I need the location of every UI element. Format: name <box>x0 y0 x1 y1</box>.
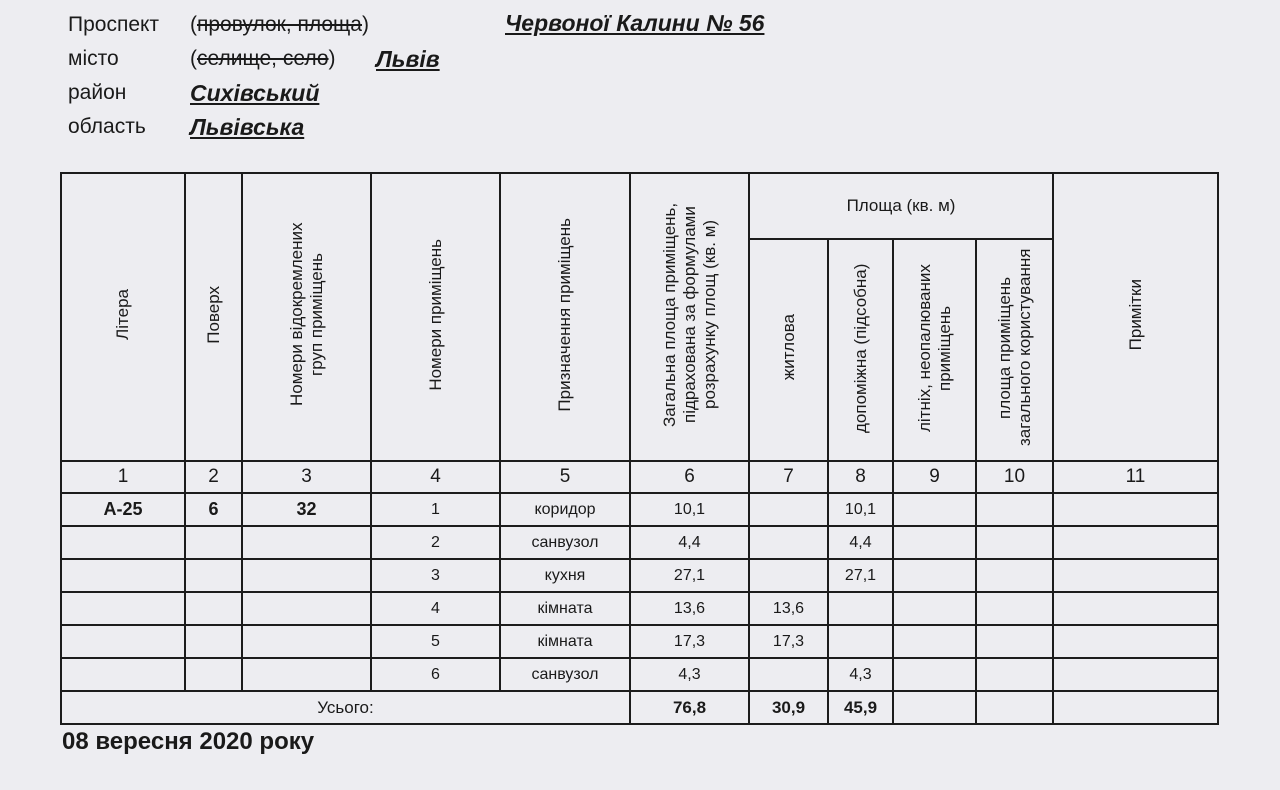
cell-living <box>749 559 828 592</box>
street-value: Червоної Калини № 56 <box>505 10 765 36</box>
cell-floor <box>185 625 242 658</box>
cell-notes <box>1053 559 1218 592</box>
col-number: 5 <box>500 461 630 493</box>
header-room-numbers <box>371 173 500 461</box>
cell-living <box>749 493 828 526</box>
cell-summer <box>893 493 976 526</box>
header-area-group: Площа (кв. м) <box>749 173 1053 239</box>
header-common <box>976 239 1053 461</box>
cell-group <box>242 526 371 559</box>
city-label: місто <box>68 47 119 70</box>
cell-group: 32 <box>242 493 371 526</box>
district-label: район <box>68 81 127 104</box>
cell-auxiliary <box>828 592 893 625</box>
col-number: 8 <box>828 461 893 493</box>
cell-living <box>749 658 828 691</box>
cell-total-area: 4,3 <box>630 658 749 691</box>
cell-notes <box>1053 658 1218 691</box>
cell-floor <box>185 559 242 592</box>
cell-floor <box>185 592 242 625</box>
city-alt-text: селище, село <box>197 47 329 70</box>
cell-litera <box>61 658 185 691</box>
cell-room-number: 4 <box>371 592 500 625</box>
cell-notes <box>1053 526 1218 559</box>
cell-litera <box>61 625 185 658</box>
col-number: 2 <box>185 461 242 493</box>
cell-auxiliary: 4,3 <box>828 658 893 691</box>
cell-total-area: 13,6 <box>630 592 749 625</box>
cell-litera: А-25 <box>61 493 185 526</box>
cell-common <box>976 625 1053 658</box>
cell-common <box>976 592 1053 625</box>
header-notes <box>1053 173 1218 461</box>
header-living <box>749 239 828 461</box>
region-value: Львівська <box>190 114 305 140</box>
table-row <box>61 592 1218 625</box>
col-number: 7 <box>749 461 828 493</box>
cell-total-area: 4,4 <box>630 526 749 559</box>
cell-group <box>242 559 371 592</box>
cell-total-area: 10,1 <box>630 493 749 526</box>
total-living-sum: 30,9 <box>749 691 828 724</box>
city-value: Львів <box>376 46 440 72</box>
cell-notes <box>1053 493 1218 526</box>
cell-group <box>242 658 371 691</box>
document-date: 08 вересня 2020 року <box>62 728 315 755</box>
header-litera-text: Літера <box>113 289 132 340</box>
cell-summer <box>893 526 976 559</box>
table-row <box>61 559 1218 592</box>
cell-auxiliary: 10,1 <box>828 493 893 526</box>
cell-room-number: 3 <box>371 559 500 592</box>
col-number: 11 <box>1053 461 1218 493</box>
cell-common <box>976 559 1053 592</box>
cell-notes <box>1053 592 1218 625</box>
cell-purpose: коридор <box>500 493 630 526</box>
header-floor-text: Поверх <box>203 285 223 344</box>
cell-living <box>749 526 828 559</box>
table-row <box>61 625 1218 658</box>
total-area-sum: 76,8 <box>630 691 749 724</box>
header-auxiliary <box>828 239 893 461</box>
total-summer-sum <box>893 691 976 724</box>
cell-common <box>976 526 1053 559</box>
cell-purpose: кімната <box>500 592 630 625</box>
header-living-text: житлова <box>778 314 798 381</box>
table-row <box>61 658 1218 691</box>
cell-group <box>242 592 371 625</box>
cell-room-number: 5 <box>371 625 500 658</box>
city-alternatives: (селище, село) <box>190 47 336 70</box>
cell-total-area: 17,3 <box>630 625 749 658</box>
header-total-area-text: Загальна площа приміщень, підрахована за формулами розрахунку площ (кв. м) <box>659 202 719 427</box>
cell-floor <box>185 658 242 691</box>
cell-floor: 6 <box>185 493 242 526</box>
col-number: 4 <box>371 461 500 493</box>
cell-total-area: 27,1 <box>630 559 749 592</box>
table-row <box>61 493 1218 526</box>
header-summer-text: літніх, неопалюваних приміщень <box>914 263 954 432</box>
col-number: 6 <box>630 461 749 493</box>
cell-auxiliary: 27,1 <box>828 559 893 592</box>
cell-litera <box>61 592 185 625</box>
total-row <box>61 691 1218 724</box>
cell-litera <box>61 526 185 559</box>
total-notes <box>1053 691 1218 724</box>
street-alt-text: провулок, площа <box>197 13 362 36</box>
header-summer <box>893 239 976 461</box>
col-number: 3 <box>242 461 371 493</box>
table-row <box>61 526 1218 559</box>
header-litera <box>61 173 185 461</box>
header-notes-text: Примітки <box>1125 278 1145 351</box>
cell-room-number: 6 <box>371 658 500 691</box>
cell-living: 17,3 <box>749 625 828 658</box>
cell-summer <box>893 625 976 658</box>
cell-summer <box>893 559 976 592</box>
cell-living: 13,6 <box>749 592 828 625</box>
cell-common <box>976 658 1053 691</box>
header-purpose-text: Призначення приміщень <box>555 217 574 412</box>
cell-auxiliary: 4,4 <box>828 526 893 559</box>
cell-summer <box>893 592 976 625</box>
col-number: 9 <box>893 461 976 493</box>
cell-common <box>976 493 1053 526</box>
street-alternatives: (провулок, площа) <box>190 13 369 36</box>
total-label: Усього: <box>61 691 630 724</box>
cell-room-number: 2 <box>371 526 500 559</box>
header-total-area <box>630 173 749 461</box>
cell-floor <box>185 526 242 559</box>
header-common-text: площа приміщень загального користування <box>994 248 1034 447</box>
header-auxiliary-text: допоміжна (підсобна) <box>850 262 870 433</box>
cell-litera <box>61 559 185 592</box>
cell-summer <box>893 658 976 691</box>
header-purpose <box>500 173 630 461</box>
col-number: 10 <box>976 461 1053 493</box>
premises-table <box>60 172 1219 725</box>
header-room-numbers-text: Номери приміщень <box>425 238 445 391</box>
header-floor <box>185 173 242 461</box>
street-label: Проспект <box>68 13 160 36</box>
cell-group <box>242 625 371 658</box>
total-common-sum <box>976 691 1053 724</box>
col-number: 1 <box>61 461 185 493</box>
cell-purpose: санвузол <box>500 658 630 691</box>
total-auxiliary-sum: 45,9 <box>828 691 893 724</box>
region-label: область <box>68 115 146 138</box>
cell-room-number: 1 <box>371 493 500 526</box>
district-value: Сихівський <box>190 80 320 106</box>
header-group-numbers <box>242 173 371 461</box>
header-group-numbers-text: Номери відокремлених груп приміщень <box>286 222 326 407</box>
cell-purpose: санвузол <box>500 526 630 559</box>
cell-auxiliary <box>828 625 893 658</box>
cell-purpose: кухня <box>500 559 630 592</box>
cell-purpose: кімната <box>500 625 630 658</box>
cell-notes <box>1053 625 1218 658</box>
